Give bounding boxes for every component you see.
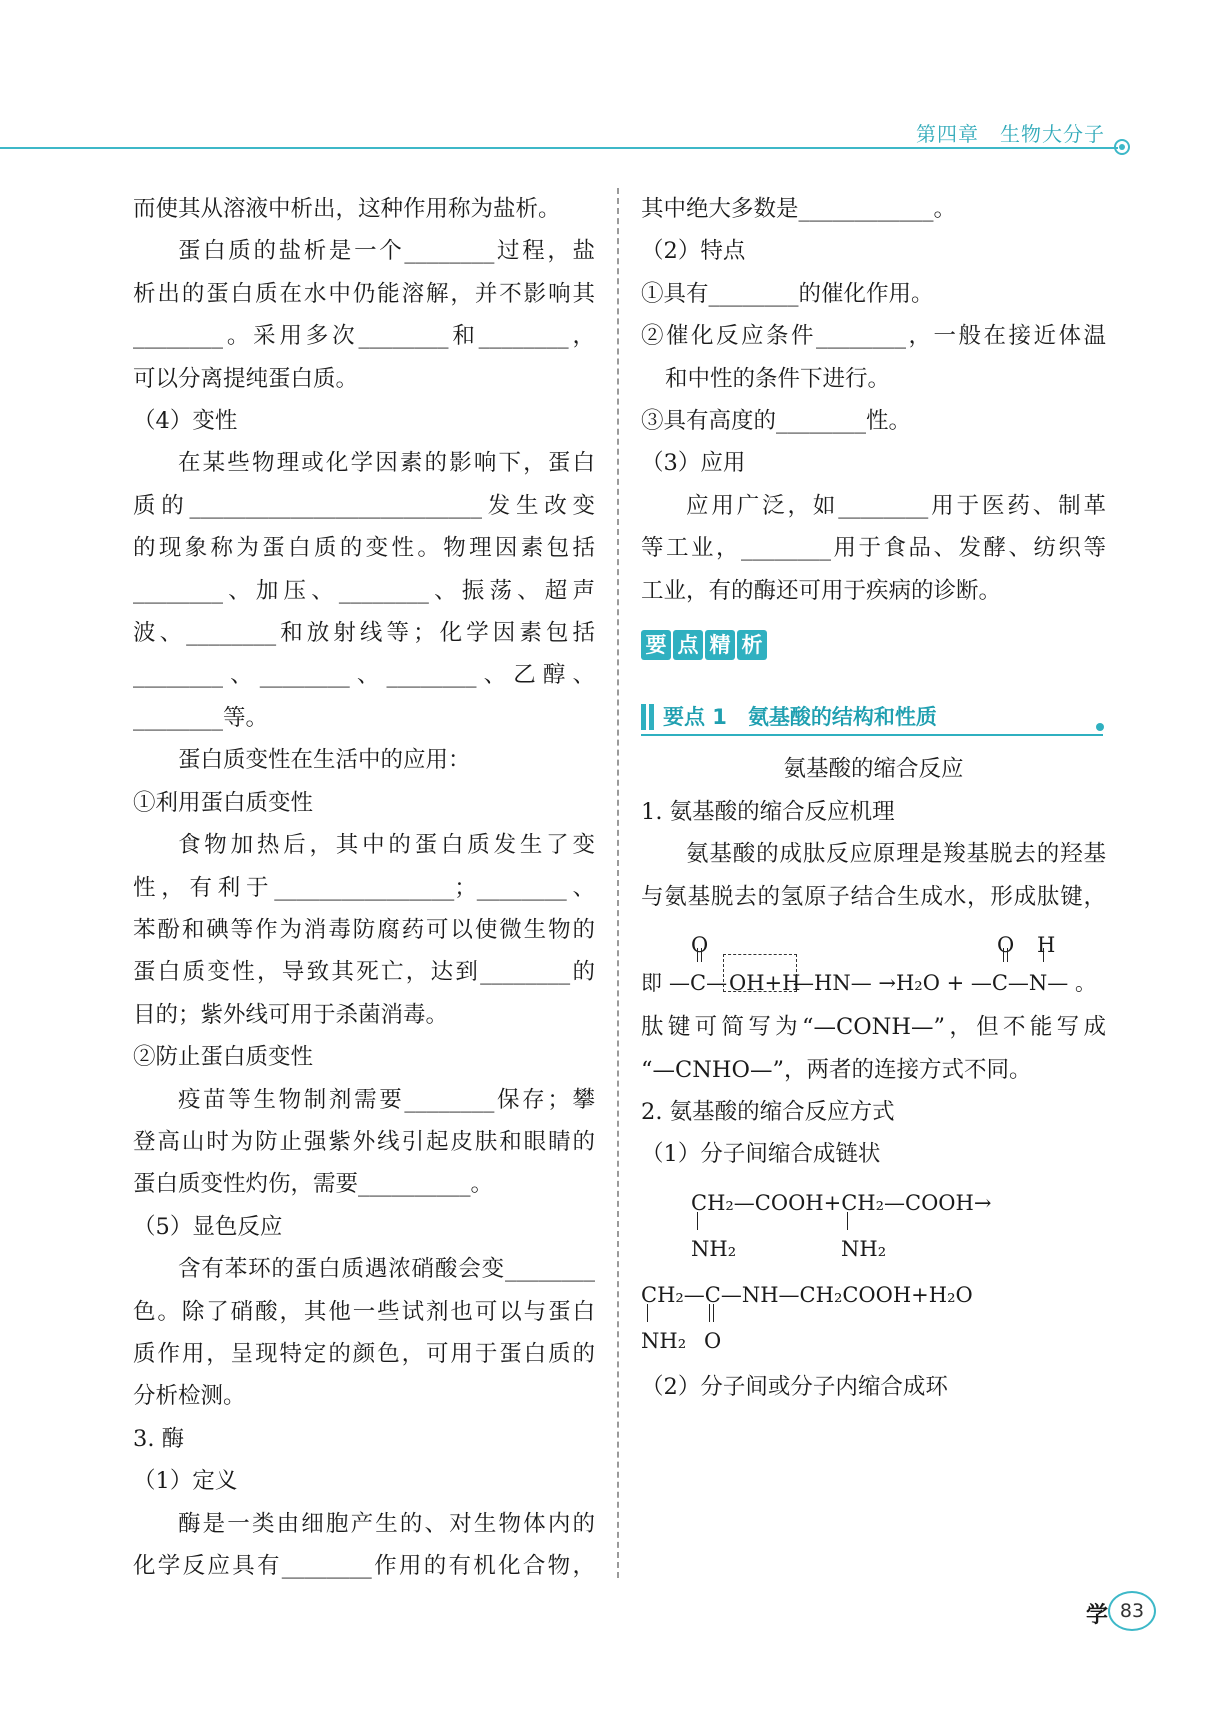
subheading: 2. 氨基酸的缩合反应方式 (641, 1098, 895, 1125)
topic-title: 氨基酸的缩合反应 (783, 756, 964, 783)
text-line: “—CNHO—”，两者的连接方式不同。 (641, 1056, 1032, 1083)
text-line: ________等。 (133, 704, 269, 731)
amino-group: NH₂ (841, 1236, 887, 1261)
text-line: ________、________、________、乙醇、 (133, 662, 595, 689)
text-line: 化学反应具有________作用的有机化合物， (133, 1553, 595, 1579)
header-rule (0, 147, 1118, 149)
text-line: 和中性的条件下进行。 (665, 365, 891, 392)
subheading: （1）分子间缩合成链状 (641, 1141, 881, 1168)
text-line: 蛋白质变性灼伤，需要__________。 (133, 1171, 494, 1198)
text-line: ③具有高度的________性。 (641, 408, 912, 435)
formula-prefix: 即 (641, 971, 662, 996)
badge-char: 点 (673, 630, 703, 660)
header-bar (641, 704, 646, 730)
subheading: （2）特点 (641, 238, 746, 265)
text-line: 等工业，________用于食品、发酵、纺织等 (641, 535, 1106, 562)
chain-reaction-products (641, 1266, 1106, 1366)
point-title: 要点 1 氨基酸的结构和性质 (663, 705, 937, 730)
amino-group: NH₂ (641, 1328, 687, 1353)
chain-reaction-reactants (641, 1176, 1106, 1266)
footer-word: 学 (1086, 1603, 1109, 1628)
text-line: 在某些物理或化学因素的影响下，蛋白 (178, 450, 595, 477)
subheading: （3）应用 (641, 450, 746, 477)
text-line: 工业，有的酶还可用于疾病的诊断。 (641, 577, 1002, 604)
header-underline (641, 734, 1103, 736)
formula-right: —HN— →H₂O + —C—N— 。 (793, 971, 1096, 996)
text-line: 其中绝大多数是____________。 (641, 196, 957, 222)
text-line: 质作用，呈现特定的颜色，可用于蛋白质的 (133, 1340, 595, 1367)
text-line: 氨基酸的成肽反应原理是羧基脱去的羟基 (686, 841, 1106, 868)
text-line: 波、________和放射线等；化学因素包括 (133, 620, 595, 647)
subheading: （1）定义 (133, 1468, 238, 1495)
ring-icon (1114, 139, 1130, 155)
text-line: 食物加热后，其中的蛋白质发生了变 (178, 832, 595, 859)
subheading: 3. 酶 (133, 1425, 185, 1452)
text-line: ________。采用多次________和________， (133, 323, 595, 350)
dot-icon (1096, 723, 1104, 731)
subheading: ①利用蛋白质变性 (133, 789, 314, 816)
page-number: 83 (1108, 1591, 1156, 1631)
subheading: （5）显色反应 (133, 1213, 283, 1240)
badge-char: 精 (705, 630, 735, 660)
section-badge (641, 624, 769, 666)
peptide-formula (641, 918, 1106, 1006)
text-line: 分析检测。 (133, 1383, 246, 1410)
text-line: 酶是一类由细胞产生的、对生物体内的 (178, 1510, 595, 1537)
text-line: 目的；紫外线可用于杀菌消毒。 (133, 1001, 449, 1028)
text-line: 可以分离提纯蛋白质。 (133, 365, 359, 392)
subheading: （2）分子间或分子内缩合成环 (641, 1373, 948, 1400)
text-line: 性，有利于________________；________、 (133, 874, 595, 901)
text-line: 蛋白质的盐析是一个________过程，盐 (178, 238, 595, 265)
text-line: ①具有________的催化作用。 (641, 280, 934, 307)
right-column (641, 188, 1106, 1408)
header-bar (649, 704, 654, 730)
text-line: 而使其从溶液中析出，这种作用称为盐析。 (133, 196, 561, 222)
text-line: 登高山时为防止强紫外线引起皮肤和眼睛的 (133, 1128, 595, 1155)
amino-group: NH₂ (691, 1236, 737, 1261)
chapter-title: 第四章 生物大分子 (916, 122, 1105, 146)
text-line: 肽键可简写为“—CONH—”，但不能写成 (641, 1014, 1106, 1041)
formula-left: —C— (669, 971, 728, 996)
text-line: 色。除了硝酸，其他一些试剂也可以与蛋白 (133, 1298, 595, 1325)
text-line: 蛋白质变性，导致其死亡，达到________的 (133, 959, 595, 986)
text-line: ________、加压、________、振荡、超声 (133, 577, 595, 604)
subheading: ②防止蛋白质变性 (133, 1044, 314, 1071)
text-line: 应用广泛，如________用于医药、制革 (686, 492, 1106, 519)
formula-oxygen: O (691, 933, 709, 958)
point-header (641, 696, 1106, 736)
subheading: 1. 氨基酸的缩合反应机理 (641, 798, 895, 825)
text-line: 含有苯环的蛋白质遇浓硝酸会变________ (178, 1256, 595, 1283)
text-line: ②催化反应条件________，一般在接近体温 (641, 323, 1106, 350)
carbonyl-oxygen: O (704, 1328, 722, 1353)
double-bond (1003, 948, 1005, 962)
text-line: 蛋白质变性在生活中的应用： (178, 747, 471, 774)
single-bond (1043, 948, 1045, 962)
text-line: 疫苗等生物制剂需要________保存；攀 (178, 1086, 595, 1113)
column-divider (617, 188, 619, 1578)
subheading: （4）变性 (133, 408, 238, 435)
badge-char: 析 (737, 630, 767, 660)
product-line: CH₂—C—NH—CH₂COOH+H₂O (641, 1282, 973, 1307)
formula-boxed: OH+H (729, 971, 801, 996)
double-bond (1007, 948, 1009, 962)
text-line: 的现象称为蛋白质的变性。物理因素包括 (133, 535, 595, 562)
formula-oxygen: O (997, 933, 1015, 958)
text-line: 与氨基脱去的氢原子结合生成水，形成肽键， (641, 883, 1106, 910)
text-line: 苯酚和碘等作为消毒防腐药可以使微生物的 (133, 916, 595, 943)
text-line: 析出的蛋白质在水中仍能溶解，并不影响其 (133, 280, 595, 307)
reactant-line: CH₂—COOH+CH₂—COOH→ (691, 1190, 992, 1215)
text-line: 质的__________________________发生改变 (133, 492, 595, 519)
double-bond (701, 948, 703, 962)
double-bond (697, 948, 699, 962)
badge-char: 要 (641, 630, 671, 660)
formula-hydrogen: H (1037, 933, 1056, 958)
left-column (133, 188, 595, 1587)
